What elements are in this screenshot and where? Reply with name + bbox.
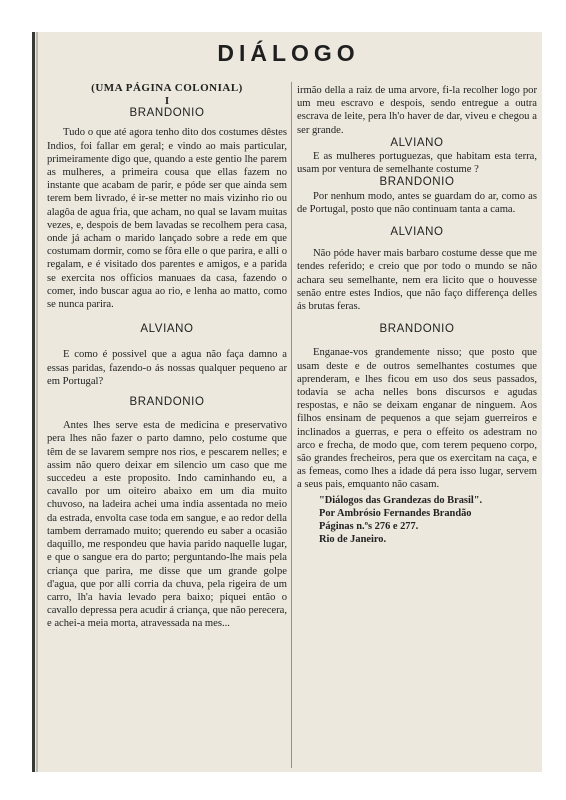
dialogue-paragraph: Enganae-vos grandemente nisso; que posto que usam deste e de outros semelhantes costumes que aprenderam, e lhes ficou em uso dos seus passados, todavia se acha nelles bons discursos e agudas respostas, e não se deixam enganar de ninguem. Aos filhos ensinam de pequenos a que sejam guerreiros e inclinados a guerras, e pera o effeito os adestram no arco e frecha, de modo que, com terem pequeno corpo, são grandes frecheiros, pera que os exercitam na caça, e as femeas, como lhes a idade dá pera isso lugar, servem a seus pais, emquanto não casam.	[297, 347, 537, 491]
dialogue-paragraph: E como é possivel que a agua não faça damno a essas paridas, fazendo-o ás nossas qualquer pequeno ar em Portugal?	[47, 349, 287, 387]
speaker-name: ALVIANO	[390, 226, 444, 239]
right-column	[297, 84, 537, 546]
citation-pages: Páginas n.ºs 276 e 277.	[319, 520, 419, 532]
page-fold-shadow	[36, 32, 38, 772]
column-divider	[291, 82, 292, 768]
speaker-name: BRANDONIO	[379, 323, 455, 336]
citation-author: Por Ambrósio Fernandes Brandão	[319, 507, 472, 519]
citation-place: Rio de Janeiro.	[319, 533, 387, 545]
dialogue-paragraph: Não póde haver mais barbaro costume desse que me tendes referido; e creio que por todo o mundo se não achara seu semelhante, nem era licito que o houvesse senão entre estes Indios, que não faço differença delles ás brutas feras.	[297, 248, 537, 313]
speaker-name: ALVIANO	[390, 136, 444, 149]
dialogue-paragraph: Antes lhes serve esta de medicina e preservativo pera lhes não fazer o parto damno, pelo costume que têm de se lavarem sempre nos rios, e pescarem nelles; e assim não quero deixar em silencio um caso que me succedeu a este proposito. Indo caminhando eu, a cavallo por um oiteiro abaixo em um dia muito chuvoso, na ladeira achei uma india assentada no meio da estrada, envolta case toda em sangue, e ao redor della tambem derramado muito; querendo eu saber a ocasião daquillo, me respondeu que havia parido naquelle lugar, e que o sangue era do parto; perguntando-lhe mais pela criança que parira, me disse que um grande golpe d'agua, que por alli corria da chuva, pela rigeira de um carro, lh'a havia levado pera baixo; piquei então o cavallo depressa pera acudir á criança, que não perecera, e achei-a meia morta, atravessada na mes...	[47, 420, 287, 630]
page-title: DIÁLOGO	[217, 40, 360, 66]
left-column	[47, 82, 287, 631]
speaker-name: ALVIANO	[140, 323, 194, 336]
speaker-name: BRANDONIO	[129, 396, 205, 409]
speaker-name: BRANDONIO	[129, 107, 205, 120]
subtitle: (UMA PÁGINA COLONIAL)	[91, 82, 243, 94]
speaker-name: BRANDONIO	[379, 176, 455, 189]
section-numeral: I	[164, 95, 170, 108]
newspaper-clipping	[32, 32, 542, 772]
dialogue-paragraph: E as mulheres portuguezas, que habitam esta terra, usam por ventura de semelhante costume ?	[297, 151, 537, 176]
citation-work: "Diálogos das Grandezas do Brasil".	[319, 494, 483, 506]
dialogue-paragraph-continued: irmão della a raiz de uma arvore, fi-la recolher logo por um meu escravo e despois, sendo entregue a outra escrava de leite, pera lh'o haver de dar, viveu e chegou a ser grande.	[297, 85, 537, 136]
dialogue-paragraph: Tudo o que até agora tenho dito dos costumes dêstes Indios, foi fallar em geral; e vindo ao mais particular, primeiramente digo que, quando a este gentio lhe parem as mulheres, a primeira cousa que ellas fazem no instante que acabam de parir, e póde ser que ainda sem terem bem livrado, é ir-se metter no mais vizinho rio ou alagôa de agua fria, que acham, no qual se lavam muitas vezes, e, despois de bem lavadas se recolhem pera casa, onde já acham o marido lançado sobre a rede em que costumam dormir, como se fôra elle o que parira, e alli o regalam, e é visitado dos parentes e amigos, e a parida se exercita nos officios manuaes da casa, fazendo o comer, indo buscar agua ao rio, e lenha ao matto, como se nunca parira.	[47, 127, 287, 311]
subtitle-block	[47, 82, 287, 107]
dialogue-paragraph: Por nenhum modo, antes se guardam do ar, como as de Portugal, posto que não continuam tanta a cama.	[297, 190, 537, 215]
source-citation	[319, 494, 537, 546]
